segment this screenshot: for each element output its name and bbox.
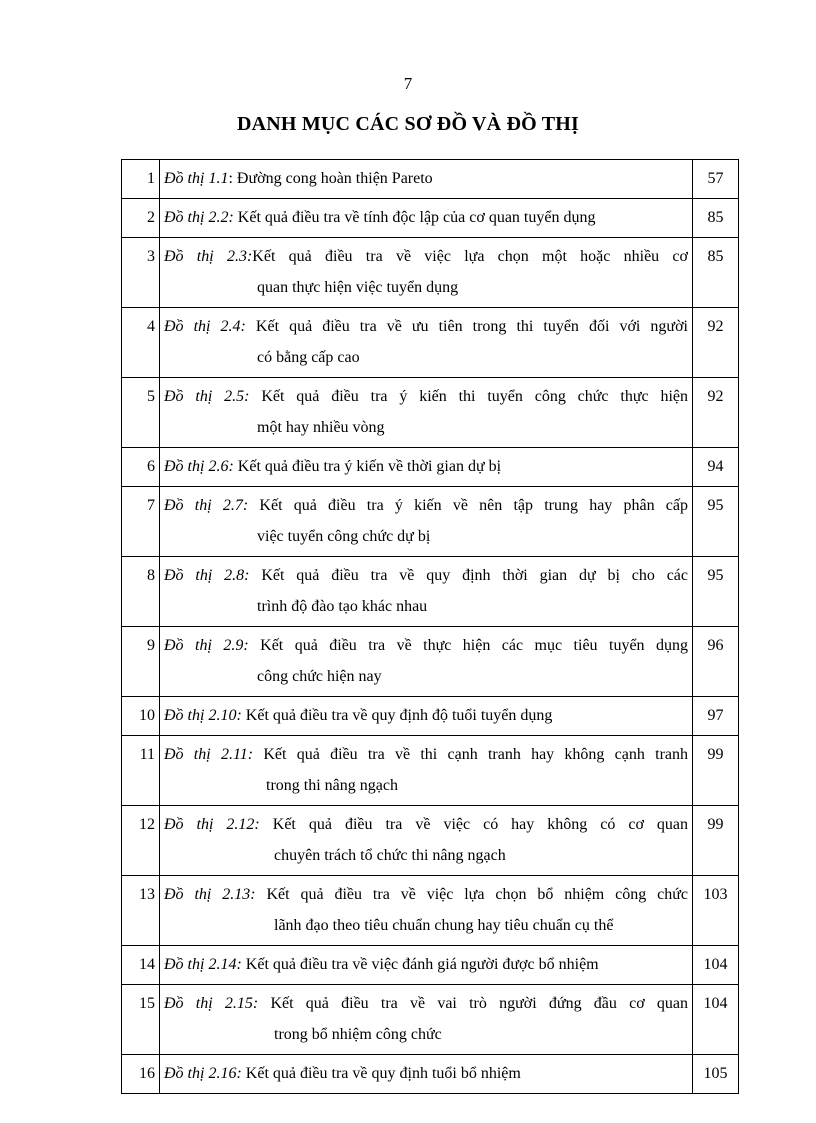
entry-page-number: 92 bbox=[693, 308, 739, 378]
entry-page-number: 104 bbox=[693, 946, 739, 985]
figure-caption-label: Đồ thị 2.12: bbox=[164, 816, 260, 833]
table-row bbox=[122, 806, 739, 876]
entry-page-number: 104 bbox=[693, 985, 739, 1055]
figure-description: Kết quả điều tra về việc lựa chọn một hoặc nhiều cơ bbox=[252, 248, 688, 265]
figure-description-continued: một hay nhiều vòng bbox=[257, 419, 385, 436]
entry-title-line bbox=[164, 490, 688, 521]
entry-title bbox=[160, 308, 693, 378]
entry-title bbox=[160, 487, 693, 557]
figure-description: Kết quả điều tra ý kiến thi tuyển công chức thực hiện bbox=[261, 388, 688, 405]
figure-caption-label: Đồ thị 2.7: bbox=[164, 497, 249, 514]
entry-page-number: 92 bbox=[693, 378, 739, 448]
entry-title-line bbox=[164, 163, 688, 194]
figure-description-continued: trong bổ nhiệm công chức bbox=[274, 1026, 442, 1043]
figure-description: Kết quả điều tra về ưu tiên trong thi tuyển đối với người bbox=[255, 318, 689, 335]
entry-number: 2 bbox=[122, 199, 160, 238]
figure-caption-label: Đồ thị 2.11: bbox=[164, 746, 254, 763]
figure-caption-label: Đồ thị 2.15: bbox=[164, 995, 259, 1012]
table-row bbox=[122, 199, 739, 238]
figure-caption-label: Đồ thị 2.5: bbox=[164, 388, 250, 405]
table-row bbox=[122, 378, 739, 448]
figure-description: Kết quả điều tra về thực hiện các mục tiêu tuyển dụng bbox=[260, 637, 688, 654]
entry-page-number: 99 bbox=[693, 736, 739, 806]
entry-page-number: 96 bbox=[693, 627, 739, 697]
entry-title bbox=[160, 627, 693, 697]
table-row bbox=[122, 1055, 739, 1094]
caption-separator bbox=[249, 637, 260, 654]
entry-number: 11 bbox=[122, 736, 160, 806]
table-row bbox=[122, 487, 739, 557]
figure-description-continued: lãnh đạo theo tiêu chuẩn chung hay tiêu chuẩn cụ thể bbox=[274, 917, 614, 934]
table-row bbox=[122, 627, 739, 697]
figure-description-continued: việc tuyển công chức dự bị bbox=[257, 528, 431, 545]
figure-description: Kết quả điều tra về thi cạnh tranh hay không cạnh tranh bbox=[263, 746, 689, 763]
caption-separator bbox=[249, 388, 261, 405]
caption-separator bbox=[258, 995, 270, 1012]
entry-page-number: 105 bbox=[693, 1055, 739, 1094]
table-row bbox=[122, 557, 739, 627]
entry-number: 10 bbox=[122, 697, 160, 736]
page-title: DANH MỤC CÁC SƠ ĐỒ VÀ ĐỒ THỊ bbox=[236, 113, 580, 135]
figure-caption-label: Đồ thị 2.2: bbox=[164, 209, 234, 226]
figure-caption-label: Đồ thị 2.3: bbox=[164, 248, 253, 265]
entry-title-line bbox=[164, 700, 688, 731]
entry-page-number: 97 bbox=[693, 697, 739, 736]
table-row bbox=[122, 736, 739, 806]
entry-number: 9 bbox=[122, 627, 160, 697]
figure-description: Kết quả điều tra ý kiến về thời gian dự bị bbox=[237, 458, 502, 475]
entry-page-number: 95 bbox=[693, 487, 739, 557]
figure-caption-label: Đồ thị 2.16: bbox=[164, 1065, 242, 1082]
entry-page-number: 103 bbox=[693, 876, 739, 946]
entry-title-line bbox=[164, 809, 688, 840]
figure-description: Kết quả điều tra về quy định tuổi bổ nhiệm bbox=[245, 1065, 521, 1082]
figure-caption-label: Đồ thị 2.9: bbox=[164, 637, 249, 654]
figure-caption-label: Đồ thị 1.1 bbox=[164, 170, 229, 187]
caption-separator bbox=[248, 497, 259, 514]
entry-page-number: 99 bbox=[693, 806, 739, 876]
caption-separator bbox=[246, 318, 256, 335]
figure-description-continued: quan thực hiện việc tuyển dụng bbox=[257, 279, 459, 296]
caption-separator bbox=[256, 886, 267, 903]
entry-number: 6 bbox=[122, 448, 160, 487]
entry-page-number: 94 bbox=[693, 448, 739, 487]
figure-list-body bbox=[122, 160, 739, 1094]
entry-title bbox=[160, 697, 693, 736]
entry-title-line bbox=[164, 202, 688, 233]
entry-title-line bbox=[164, 988, 688, 1019]
figure-description: Kết quả điều tra về việc đánh giá người được bổ nhiệm bbox=[245, 956, 599, 973]
entry-title-line bbox=[164, 451, 688, 482]
entry-number: 3 bbox=[122, 238, 160, 308]
figure-description: Kết quả điều tra ý kiến về nên tập trung hay phân cấp bbox=[259, 497, 689, 514]
figure-list-table bbox=[121, 159, 739, 1094]
figure-caption-label: Đồ thị 2.4: bbox=[164, 318, 246, 335]
figure-description: Kết quả điều tra về việc lựa chọn bổ nhiệm công chức bbox=[266, 886, 689, 903]
figure-description: Kết quả điều tra về tính độc lập của cơ quan tuyển dụng bbox=[237, 209, 596, 226]
entry-title-line bbox=[164, 1058, 688, 1089]
entry-title-line bbox=[164, 879, 688, 910]
figure-description-continued: công chức hiện nay bbox=[257, 668, 382, 685]
caption-separator bbox=[260, 816, 273, 833]
entry-number: 7 bbox=[122, 487, 160, 557]
table-row bbox=[122, 946, 739, 985]
figure-description: Kết quả điều tra về việc có hay không có cơ quan bbox=[272, 816, 689, 833]
caption-separator: : bbox=[228, 170, 237, 187]
caption-separator bbox=[249, 567, 261, 584]
entry-title bbox=[160, 985, 693, 1055]
entry-title-line bbox=[164, 381, 688, 412]
entry-number: 16 bbox=[122, 1055, 160, 1094]
entry-number: 13 bbox=[122, 876, 160, 946]
entry-title bbox=[160, 806, 693, 876]
table-row bbox=[122, 238, 739, 308]
table-row bbox=[122, 985, 739, 1055]
entry-page-number: 95 bbox=[693, 557, 739, 627]
figure-caption-label: Đồ thị 2.14: bbox=[164, 956, 242, 973]
entry-number: 5 bbox=[122, 378, 160, 448]
entry-number: 15 bbox=[122, 985, 160, 1055]
entry-title-line bbox=[164, 739, 688, 770]
entry-page-number: 85 bbox=[693, 199, 739, 238]
entry-number: 14 bbox=[122, 946, 160, 985]
entry-number: 4 bbox=[122, 308, 160, 378]
table-row bbox=[122, 160, 739, 199]
figure-description: Đường cong hoàn thiện Pareto bbox=[236, 170, 433, 187]
entry-title bbox=[160, 736, 693, 806]
figure-description: Kết quả điều tra về quy định thời gian dự bị cho các bbox=[261, 567, 689, 584]
caption-separator bbox=[253, 746, 263, 763]
entry-title-line bbox=[164, 630, 688, 661]
figure-description-continued: trình độ đào tạo khác nhau bbox=[257, 598, 428, 615]
figure-caption-label: Đồ thị 2.13: bbox=[164, 886, 256, 903]
entry-title bbox=[160, 876, 693, 946]
figure-caption-label: Đồ thị 2.10: bbox=[164, 707, 242, 724]
table-row bbox=[122, 308, 739, 378]
entry-title bbox=[160, 448, 693, 487]
table-row bbox=[122, 448, 739, 487]
entry-title-line bbox=[164, 241, 688, 272]
figure-description-continued: trong thi nâng ngạch bbox=[266, 777, 398, 794]
figure-description: Kết quả điều tra về quy định độ tuổi tuyển dụng bbox=[245, 707, 553, 724]
entry-title-line bbox=[164, 560, 688, 591]
figure-description-continued: có bằng cấp cao bbox=[257, 349, 360, 366]
entry-title bbox=[160, 238, 693, 308]
entry-title bbox=[160, 946, 693, 985]
figure-caption-label: Đồ thị 2.8: bbox=[164, 567, 250, 584]
entry-number: 12 bbox=[122, 806, 160, 876]
entry-title-line bbox=[164, 949, 688, 980]
entry-title bbox=[160, 1055, 693, 1094]
entry-title bbox=[160, 557, 693, 627]
entry-page-number: 57 bbox=[693, 160, 739, 199]
entry-title-line bbox=[164, 311, 688, 342]
entry-number: 8 bbox=[122, 557, 160, 627]
entry-title bbox=[160, 160, 693, 199]
entry-title bbox=[160, 199, 693, 238]
figure-description-continued: chuyên trách tổ chức thi nâng ngạch bbox=[274, 847, 506, 864]
table-row bbox=[122, 876, 739, 946]
page-number: 7 bbox=[403, 74, 413, 93]
figure-caption-label: Đồ thị 2.6: bbox=[164, 458, 234, 475]
table-row bbox=[122, 697, 739, 736]
figure-description: Kết quả điều tra về vai trò người đứng đầu cơ quan bbox=[270, 995, 689, 1012]
entry-number: 1 bbox=[122, 160, 160, 199]
entry-title bbox=[160, 378, 693, 448]
entry-page-number: 85 bbox=[693, 238, 739, 308]
